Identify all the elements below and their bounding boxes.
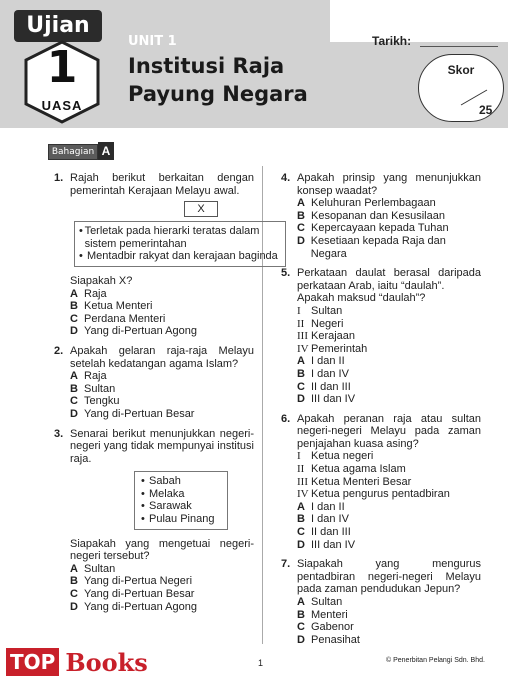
option-d[interactable]: D Yang di-Pertuan Agong bbox=[70, 325, 197, 338]
question-text: Apakah gelaran raja-raja Melayu setelah kedatangan agama Islam? bbox=[70, 344, 254, 370]
question-number: 1. bbox=[54, 172, 64, 184]
statement-ii: II Negeri bbox=[297, 317, 344, 330]
diagram-box-x: X bbox=[184, 201, 218, 217]
question-number: 5. bbox=[281, 267, 291, 280]
question-number: 2. bbox=[54, 344, 64, 357]
statement-iii: III Kerajaan bbox=[297, 330, 356, 343]
date-field[interactable] bbox=[420, 46, 498, 47]
option-b[interactable]: B Ketua Menteri bbox=[70, 300, 153, 313]
header-date-area bbox=[330, 0, 508, 42]
option-b[interactable]: B Menteri bbox=[297, 608, 348, 621]
test-number-badge bbox=[24, 40, 100, 124]
option-b[interactable]: B Yang di-Pertua Negeri bbox=[70, 575, 193, 588]
option-b[interactable]: B I dan IV bbox=[297, 367, 349, 380]
unit-label: UNIT 1 bbox=[128, 34, 177, 49]
option-a[interactable]: A Sultan bbox=[70, 562, 116, 575]
option-d[interactable]: D Penasihat bbox=[297, 633, 360, 646]
option-d[interactable]: D Kesetiaan kepada Raja dan Negara bbox=[297, 234, 446, 260]
logo-top: TOP bbox=[6, 648, 59, 676]
date-label: Tarikh: bbox=[372, 34, 412, 48]
question-text: Siapakah yang mengurus pentadbiran negeri-negeri Melayu pada zaman pendudukan Jepun? bbox=[297, 558, 481, 596]
question-6 bbox=[281, 413, 481, 552]
statement-i: I Ketua negeri bbox=[297, 450, 374, 463]
question-number: 4. bbox=[281, 172, 291, 184]
section-label: Bahagian bbox=[48, 144, 98, 160]
test-number: 1 bbox=[46, 42, 78, 93]
score-box bbox=[418, 54, 504, 122]
option-c[interactable]: C Perdana Menteri bbox=[70, 312, 166, 325]
statement-ii: II Ketua agama Islam bbox=[297, 463, 406, 476]
list-item: • Pulau Pinang bbox=[141, 513, 215, 526]
question-5 bbox=[281, 267, 481, 406]
option-a[interactable]: A Raja bbox=[70, 370, 107, 383]
ujian-badge: Ujian bbox=[14, 10, 102, 42]
unit-title: Institusi Raja Payung Negara bbox=[128, 54, 308, 106]
statement-iv: IV Pemerintah bbox=[297, 342, 368, 355]
list-box bbox=[134, 471, 228, 529]
option-c[interactable]: C Tengku bbox=[70, 395, 120, 408]
option-a[interactable]: A Keluhuran Perlembagaan bbox=[297, 197, 436, 210]
watermark-logo bbox=[6, 648, 148, 676]
question-text: Apakah peranan raja atau sultan negeri-negeri Melayu pada zaman penjajahan kuasa asing? bbox=[297, 412, 481, 450]
option-c[interactable]: C II dan III bbox=[297, 380, 351, 393]
option-b[interactable]: B I dan IV bbox=[297, 513, 349, 526]
question-number: 7. bbox=[281, 558, 291, 571]
option-c[interactable]: C Gabenor bbox=[297, 621, 354, 634]
option-a[interactable]: A Raja bbox=[70, 287, 107, 300]
publisher-credit: © Penerbitan Pelangi Sdn. Bhd. bbox=[386, 657, 485, 664]
option-d[interactable]: D Yang di-Pertuan Agong bbox=[70, 600, 197, 613]
list-item: • Sarawak bbox=[141, 500, 192, 513]
option-c[interactable]: C Yang di-Pertuan Besar bbox=[70, 588, 195, 601]
question-text: Perkataan daulat berasal daripada perkataan Arab, iaitu “daulah”. bbox=[297, 267, 481, 292]
option-a[interactable]: A Sultan bbox=[297, 596, 343, 608]
option-b[interactable]: B Kesopanan dan Kesusilaan bbox=[297, 209, 445, 222]
page-header bbox=[0, 0, 508, 128]
statement-iii: III Ketua Menteri Besar bbox=[297, 475, 412, 488]
option-a[interactable]: A I dan II bbox=[297, 500, 345, 513]
section-letter: A bbox=[98, 142, 114, 160]
list-item: • Melaka bbox=[141, 487, 185, 500]
question-2 bbox=[54, 345, 254, 421]
option-b[interactable]: B Sultan bbox=[70, 382, 116, 395]
list-item: • Mentadbir rakyat dan kerajaan baginda bbox=[79, 250, 278, 263]
logo-books: Books bbox=[65, 647, 148, 677]
question-4 bbox=[281, 172, 481, 260]
option-d[interactable]: D III dan IV bbox=[297, 538, 356, 551]
statement-iv: IV Ketua pengurus pentadbiran bbox=[297, 488, 450, 501]
question-prompt: Siapakah X? bbox=[70, 274, 133, 287]
list-item: • Sabah bbox=[141, 475, 181, 488]
exam-type: UASA bbox=[41, 98, 83, 113]
option-d[interactable]: D III dan IV bbox=[297, 393, 356, 406]
statement-i: I Sultan bbox=[297, 304, 343, 317]
option-a[interactable]: A I dan II bbox=[297, 355, 345, 368]
question-number: 6. bbox=[281, 412, 291, 425]
question-text: Apakah prinsip yang menunjukkan konsep waadat? bbox=[297, 172, 481, 197]
question-1 bbox=[54, 172, 278, 338]
score-label: Skor bbox=[447, 63, 475, 77]
question-7 bbox=[281, 558, 481, 646]
option-c[interactable]: C Kepercayaan kepada Tuhan bbox=[297, 222, 449, 235]
question-number: 3. bbox=[54, 427, 64, 440]
question-text: Rajah berikut berkaitan dengan pemerintah Kerajaan Melayu awal. bbox=[70, 172, 254, 197]
option-c[interactable]: C II dan III bbox=[297, 526, 351, 539]
question-text: Senarai berikut menunjukkan negeri-negeri yang tidak mempunyai institusi raja. bbox=[70, 427, 254, 465]
score-max: 25 bbox=[479, 103, 493, 117]
left-column bbox=[54, 172, 278, 613]
question-prompt: Apakah maksud “daulah”? bbox=[297, 292, 426, 305]
page-number: 1 bbox=[258, 658, 264, 668]
list-item: • Terletak pada hierarki teratas dalam sistem pemerintahan bbox=[79, 225, 260, 250]
question-prompt: Siapakah yang mengetuai negeri-negeri tersebut? bbox=[70, 537, 254, 563]
option-d[interactable]: D Yang di-Pertuan Besar bbox=[70, 407, 195, 420]
diagram-box bbox=[74, 221, 286, 267]
right-column bbox=[281, 172, 481, 646]
question-3 bbox=[54, 428, 254, 614]
